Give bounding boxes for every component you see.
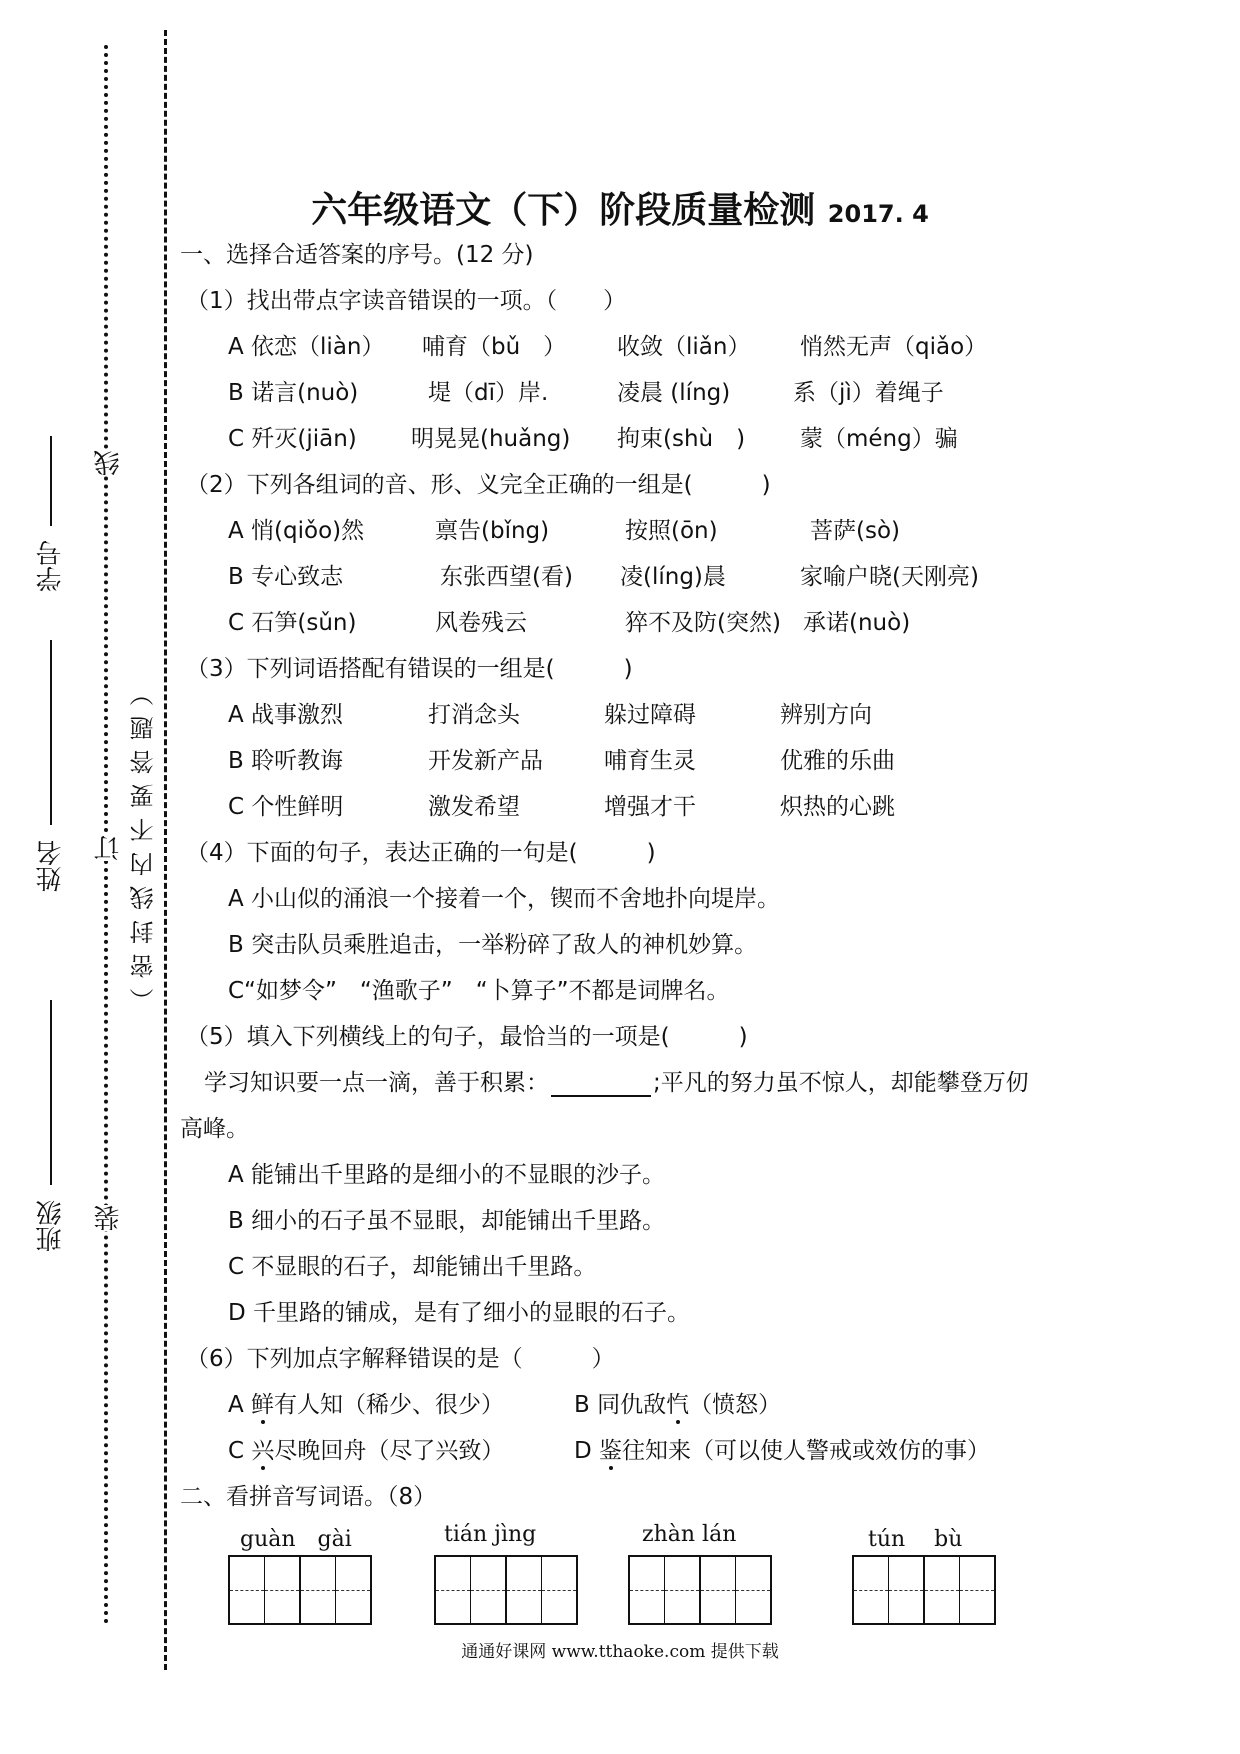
- q1-option: A 依恋（liàn）: [228, 334, 385, 360]
- q1-stem: （1）找出带点字读音错误的一项。（ ）: [186, 288, 627, 314]
- q6-a-prefix: A: [228, 1392, 252, 1418]
- q2-option: A 悄(qiǒo)然: [228, 518, 365, 544]
- q6-b-prefix: B 同仇敌: [574, 1392, 667, 1418]
- q5-sentence-end: 高峰。: [180, 1116, 249, 1142]
- q3-option: 打消念头: [428, 702, 520, 728]
- grid-cell: [301, 1557, 336, 1623]
- binding-dashed-line: [164, 30, 167, 1670]
- q5-sentence: [204, 1064, 1029, 1097]
- q6-c-prefix: C: [228, 1438, 252, 1464]
- q6-option-c: [228, 1432, 504, 1465]
- page-title: [0, 182, 1240, 233]
- q3-option: 辨别方向: [780, 702, 872, 728]
- q2-stem: （2）下列各组词的音、形、义完全正确的一组是( ): [186, 472, 771, 498]
- grid-cell: [665, 1557, 701, 1623]
- q3-option: 增强才干: [604, 794, 696, 820]
- q6-b-dotted-char: 忾: [666, 1392, 690, 1418]
- grid-cell: [471, 1557, 507, 1623]
- q6-stem: （6）下列加点字解释错误的是（ ）: [186, 1346, 615, 1372]
- q2-option: 按照(ōn): [625, 518, 718, 544]
- q2-option: 风卷残云: [435, 610, 527, 636]
- grid-cell: [230, 1557, 265, 1623]
- q1-option: 系（jì）着绳子: [793, 380, 944, 406]
- margin-char-xian: 线: [94, 450, 124, 476]
- writing-grid-4[interactable]: [852, 1555, 996, 1625]
- grid-cell: [889, 1557, 925, 1623]
- grid-cell: [542, 1557, 576, 1623]
- grid-cell: [925, 1557, 960, 1623]
- q1-option: 收敛（liǎn）: [617, 334, 751, 360]
- q2-option: 东张西望(看): [440, 564, 573, 590]
- student-name-blank: [50, 640, 52, 825]
- q5-option: D 千里路的铺成，是有了细小的显眼的石子。: [228, 1300, 691, 1326]
- q4-option: A 小山似的涌浪一个接着一个，锲而不舍地扑向堤岸。: [228, 886, 781, 912]
- q3-option: 优雅的乐曲: [780, 748, 895, 774]
- pinyin-word-1: guàn gài: [240, 1527, 352, 1552]
- q3-option: 躲过障碍: [604, 702, 696, 728]
- q6-option-d: [574, 1432, 990, 1465]
- q4-option: C“如梦令” “渔歌子” “卜算子”不都是词牌名。: [228, 978, 730, 1004]
- q3-option: A 战事激烈: [228, 702, 344, 728]
- q1-option: 拘束(shù ): [617, 426, 746, 452]
- q2-option: 承诺(nuò): [803, 610, 911, 636]
- q3-option: C 个性鲜明: [228, 794, 344, 820]
- seal-note: （密封线内不要答题）: [130, 672, 158, 1012]
- grid-cell: [960, 1557, 994, 1623]
- q1-option: B 诺言(nuò): [228, 380, 359, 406]
- q5-sentence-part1: 学习知识要一点一滴，善于积累：: [204, 1070, 549, 1096]
- q6-b-suffix: （愤怒）: [689, 1392, 782, 1418]
- q3-option: 激发希望: [428, 794, 520, 820]
- grid-cell: [436, 1557, 471, 1623]
- q2-option: 凌(líng)晨: [620, 564, 726, 590]
- q1-option: 明晃晃(huǎng): [411, 426, 571, 452]
- q2-option: B 专心致志: [228, 564, 344, 590]
- writing-grid-3[interactable]: [628, 1555, 772, 1625]
- margin-char-ding: 订: [94, 835, 124, 861]
- q1-option: 凌晨 (líng): [617, 380, 731, 406]
- q5-sentence-part2: ;平凡的努力虽不惊人，却能攀登万仞: [653, 1070, 1029, 1096]
- pinyin-word-4: tún bù: [868, 1527, 963, 1552]
- grid-cell: [854, 1557, 889, 1623]
- q5-stem: （5）填入下列横线上的句子，最恰当的一项是( ): [186, 1024, 748, 1050]
- grid-cell: [701, 1557, 736, 1623]
- q1-option: C 歼灭(jiān): [228, 426, 357, 452]
- page-footer: 通通好课网 www.tthaoke.com 提供下载: [461, 1642, 779, 1662]
- writing-grid-1[interactable]: [228, 1555, 372, 1625]
- student-name-label: 姓名: [36, 840, 66, 892]
- writing-grid-2[interactable]: [434, 1555, 578, 1625]
- q6-c-suffix: 尽晚回舟（尽了兴致）: [274, 1438, 505, 1464]
- q3-stem: （3）下列词语搭配有错误的一组是( ): [186, 656, 633, 682]
- grid-cell: [630, 1557, 665, 1623]
- grid-cell: [507, 1557, 542, 1623]
- class-blank: [50, 1000, 52, 1185]
- q5-option: C 不显眼的石子，却能铺出千里路。: [228, 1254, 597, 1280]
- q2-option: 禀告(bǐng): [435, 518, 550, 544]
- q1-option: 哺育（bǔ ）: [422, 334, 567, 360]
- q1-option: 堤（dī）岸.: [428, 380, 549, 406]
- q2-option: 菩萨(sò): [810, 518, 901, 544]
- grid-cell: [265, 1557, 301, 1623]
- q6-a-dotted-char: 鲜: [251, 1392, 275, 1418]
- grid-cell: [736, 1557, 770, 1623]
- section1-heading: 一、选择合适答案的序号。(12 分): [180, 242, 534, 268]
- student-id-blank: [50, 436, 52, 526]
- q6-d-suffix: 往知来（可以使人警戒或效仿的事）: [622, 1438, 991, 1464]
- q5-option: B 细小的石子虽不显眼，却能铺出千里路。: [228, 1208, 666, 1234]
- q4-option: B 突击队员乘胜追击，一举粉碎了敌人的神机妙算。: [228, 932, 758, 958]
- q3-option: 哺育生灵: [604, 748, 696, 774]
- class-label: 班级: [36, 1200, 66, 1252]
- q6-d-prefix: D: [574, 1438, 600, 1464]
- section2-heading: 二、看拼音写词语。（8）: [180, 1484, 437, 1510]
- q3-option: 开发新产品: [428, 748, 543, 774]
- q5-answer-blank: [551, 1073, 651, 1097]
- q2-option: C 石笋(sǔn): [228, 610, 357, 636]
- q4-stem: （4）下面的句子，表达正确的一句是( ): [186, 840, 656, 866]
- title-text: 六年级语文（下）阶段质量检测: [311, 189, 816, 231]
- q3-option: 炽热的心跳: [780, 794, 895, 820]
- q2-option: 家喻户晓(天刚亮): [800, 564, 979, 590]
- q6-option-a: [228, 1386, 504, 1419]
- margin-char-zhuang: 装: [94, 1205, 124, 1231]
- grid-cell: [336, 1557, 370, 1623]
- q6-d-dotted-char: 鉴: [599, 1438, 623, 1464]
- student-id-label: 学号: [36, 540, 66, 592]
- title-date: 2017. 4: [827, 200, 929, 228]
- q6-c-dotted-char: 兴: [251, 1438, 275, 1464]
- q2-option: 猝不及防(突然): [625, 610, 781, 636]
- q5-option: A 能铺出千里路的是细小的不显眼的沙子。: [228, 1162, 666, 1188]
- q3-option: B 聆听教诲: [228, 748, 344, 774]
- q1-option: 悄然无声（qiǎo）: [800, 334, 988, 360]
- pinyin-word-2: tián jìng: [444, 1522, 537, 1547]
- q6-option-b: [574, 1386, 781, 1419]
- q1-option: 蒙（méng）骗: [800, 426, 958, 452]
- pinyin-word-3: zhàn lán: [642, 1522, 737, 1547]
- q6-a-suffix: 有人知（稀少、很少）: [274, 1392, 505, 1418]
